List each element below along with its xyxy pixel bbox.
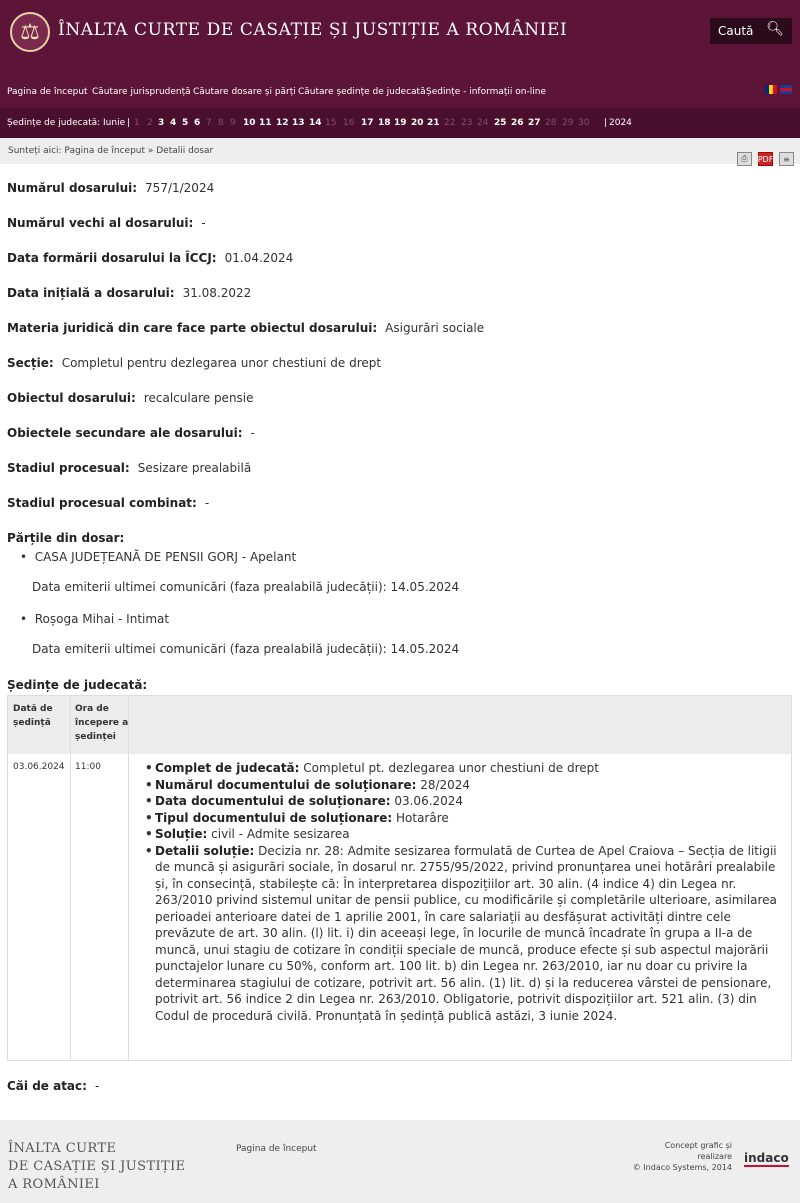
site-footer: [0, 1120, 800, 1203]
site-title[interactable]: ÎNALTA CURTE DE CASAȚIE ȘI JUSTIȚIE A ROMÂNIEI: [58, 20, 568, 40]
party-note: Data emiterii ultimei comunicări (faza prealabilă judecății): 14.05.2024: [32, 642, 460, 656]
field-initial-date: Data inițială a dosarului: 31.08.2022: [7, 286, 252, 300]
romanian-flag-icon[interactable]: [765, 85, 777, 94]
calendar-month[interactable]: Iunie: [103, 118, 126, 128]
detail-solution-text: • Detalii soluție: Decizia nr. 28: Admite sesizarea formulată de Curtea de Apel Craiova – Secția de litigii de muncă și asigurări sociale, în dosarul nr. 2755/95/2022, privind pronunțarea unei hotărâri prealabile și, în consecință, stabilește că: În interpretarea dispozițiilor art. 30 alin. (4 indice 4) din Legea nr. 263/2010 privind sistemul unitar de pensii publice, cu modificările și completările ulterioare, asimilarea perioadei anterioare datei de 1 aprilie 2001, în care salariații au desfășurat activități dintre cele prevăzute de art. 30 alin. (l) lit. i) din aceeași lege, în locurile de muncă încadrate în grupa a II-a de muncă, unui stagiu de cotizare în condiții speciale de muncă, produce efecte și sub aspectul majorării punctajelor lunare cu 50%, conform art. 100 lit. b) din Legea nr. 263/2010, iar nu doar cu privire la determinarea stagiului de cotizare, potrivit art. 56 alin. (1) lit. d) și la reducerea vârstei de pensionare, potrivit art. 56 indice 2 din Legea nr. 263/2010. Obligatorie, potrivit dispozițiilor art. 521 alin. (3) din Codul de procedură civilă. Pronunțată în ședință publică astăzi, 3 iunie 2024.: [153, 843, 788, 1025]
pdf-icon[interactable]: PDF: [758, 152, 773, 166]
hearing-date: 03.06.2024: [13, 762, 65, 772]
calendar-day[interactable]: 20: [411, 118, 424, 128]
nav-online-info[interactable]: Ședințe - informații on-line: [426, 87, 546, 97]
field-old-case-number: Numărul vechi al dosarului: -: [7, 216, 206, 230]
calendar-day[interactable]: 14: [309, 118, 322, 128]
nav-jurisprudence[interactable]: Căutare jurisprudență: [92, 87, 191, 97]
print-icon[interactable]: ⎙: [737, 152, 752, 166]
detail-document-number: • Numărul documentului de soluționare: 28/2024: [153, 777, 788, 794]
column-divider: [128, 696, 129, 1060]
nav-hearing-search[interactable]: Căutare ședințe de judecată: [298, 87, 426, 97]
calendar-label: Ședințe de judecată:: [7, 118, 101, 128]
detail-panel: • Complet de judecată: Completul pt. dezlegarea unor chestiuni de drept: [153, 760, 788, 777]
field-case-number: Numărul dosarului: 757/1/2024: [7, 181, 215, 195]
calendar-day[interactable]: 16: [343, 118, 355, 128]
calendar-day[interactable]: 1: [134, 118, 140, 128]
calendar-day[interactable]: 25: [494, 118, 507, 128]
field-procedural-stage: Stadiul procesual: Sesizare prealabilă: [7, 461, 252, 475]
hearing-time: 11:00: [75, 762, 101, 772]
field-creation-date: Data formării dosarului la ÎCCJ: 01.04.2024: [7, 251, 294, 265]
page-tools: [737, 152, 794, 166]
calendar-day[interactable]: 11: [259, 118, 272, 128]
court-emblem-icon[interactable]: ⚖: [10, 12, 50, 52]
calendar-day[interactable]: 12: [276, 118, 289, 128]
column-header-time: Ora de începere a ședinței: [75, 704, 129, 742]
hearing-calendar-bar: [0, 108, 800, 138]
calendar-day[interactable]: 5: [182, 118, 189, 128]
main-nav: [0, 74, 800, 108]
detail-document-type: • Tipul documentului de soluționare: Hotarâre: [153, 810, 788, 827]
calendar-day[interactable]: 18: [378, 118, 391, 128]
site-header: [0, 0, 800, 74]
footer-credits: Concept grafic și realizare © Indaco Systems, 2014: [632, 1141, 732, 1172]
calendar-day[interactable]: 21: [427, 118, 440, 128]
footer-home-link[interactable]: Pagina de început: [236, 1144, 317, 1154]
calendar-day[interactable]: 4: [170, 118, 177, 128]
language-switcher: [765, 85, 792, 94]
field-legal-matter: Materia juridică din care face parte obiectul dosarului: Asigurări sociale: [7, 321, 485, 335]
calendar-day[interactable]: 15: [325, 118, 337, 128]
parties-heading: Părțile din dosar:: [7, 531, 125, 545]
calendar-day[interactable]: 7: [206, 118, 212, 128]
party-note: Data emiterii ultimei comunicări (faza prealabilă judecății): 14.05.2024: [32, 580, 460, 594]
nav-case-search[interactable]: Căutare dosare și părți: [193, 87, 296, 97]
hearings-table: [7, 695, 792, 1061]
indaco-logo[interactable]: indaco: [744, 1151, 789, 1165]
calendar-day[interactable]: 9: [230, 118, 236, 128]
english-flag-icon[interactable]: [780, 85, 792, 94]
party-item: • CASA JUDEȚEANĂ DE PENSII GORJ - Apelant: [20, 550, 297, 564]
calendar-day[interactable]: 10: [243, 118, 256, 128]
calendar-day[interactable]: 3: [158, 118, 165, 128]
search-button[interactable]: [710, 18, 792, 44]
calendar-separator: |: [127, 118, 131, 128]
detail-document-date: • Data documentului de soluționare: 03.06.2024: [153, 793, 788, 810]
nav-home[interactable]: Pagina de început: [7, 87, 88, 97]
calendar-day[interactable]: 29: [562, 118, 574, 128]
field-appeals: Căi de atac: -: [7, 1079, 100, 1093]
column-header-date: Dată de ședință: [13, 704, 53, 728]
calendar-day[interactable]: 17: [361, 118, 374, 128]
breadcrumb: Sunteți aici: Pagina de început » Detalii dosar: [0, 138, 800, 164]
calendar-day[interactable]: 30: [578, 118, 590, 128]
party-item: • Roșoga Mihai - Intimat: [20, 612, 170, 626]
field-section: Secție: Completul pentru dezlegarea unor chestiuni de drept: [7, 356, 382, 370]
calendar-separator: |: [604, 118, 608, 128]
calendar-day[interactable]: 6: [194, 118, 201, 128]
hearing-details: [153, 760, 788, 1024]
calendar-day[interactable]: 22: [444, 118, 456, 128]
calendar-day[interactable]: 27: [528, 118, 541, 128]
calendar-day[interactable]: 2: [147, 118, 153, 128]
search-icon: 🔍︎: [766, 21, 784, 37]
calendar-day[interactable]: 23: [461, 118, 473, 128]
calendar-year[interactable]: 2024: [609, 118, 632, 128]
document-icon[interactable]: ≡: [779, 152, 794, 166]
field-secondary-objects: Obiectele secundare ale dosarului: -: [7, 426, 255, 440]
calendar-day[interactable]: 8: [218, 118, 224, 128]
detail-solution: • Soluție: civil - Admite sesizarea: [153, 826, 788, 843]
calendar-day[interactable]: 28: [545, 118, 557, 128]
calendar-day[interactable]: 26: [511, 118, 524, 128]
calendar-day[interactable]: 13: [292, 118, 305, 128]
calendar-day[interactable]: 19: [394, 118, 407, 128]
column-divider: [70, 696, 71, 1060]
search-label: Caută: [718, 24, 754, 38]
field-case-object: Obiectul dosarului: recalculare pensie: [7, 391, 254, 405]
field-combined-stage: Stadiul procesual combinat: -: [7, 496, 210, 510]
hearings-heading: Ședințe de judecată:: [7, 678, 148, 692]
calendar-day[interactable]: 24: [477, 118, 489, 128]
footer-logo[interactable]: ÎNALTA CURTE DE CASAȚIE ȘI JUSTIȚIE A ROMÂNIEI: [8, 1141, 186, 1192]
